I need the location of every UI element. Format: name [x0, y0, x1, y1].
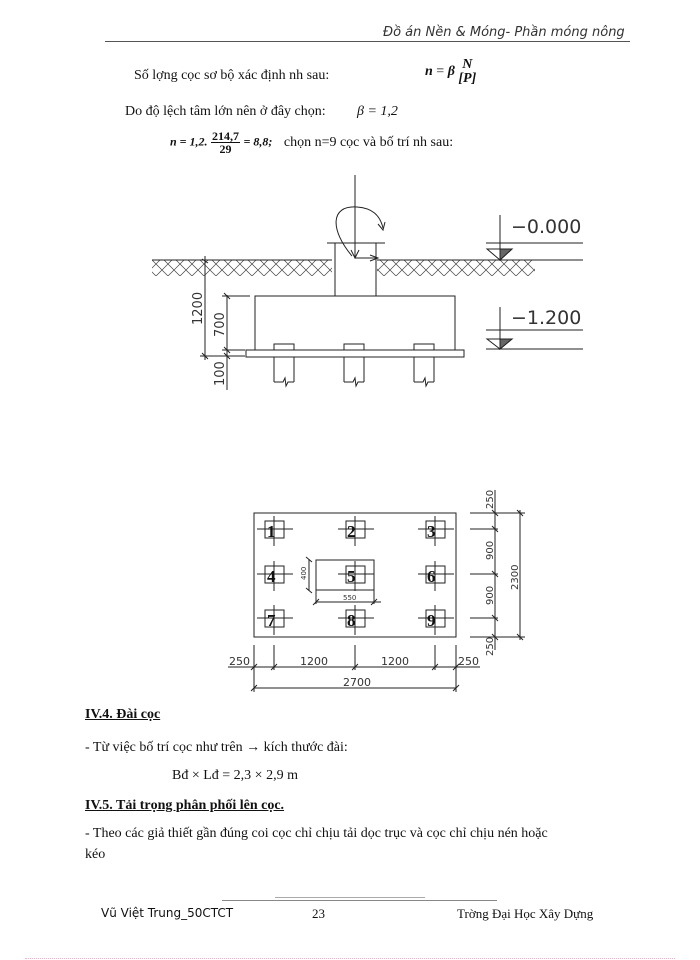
- dim-cap-height: 700: [213, 312, 228, 337]
- calc-numerator: 214,7: [212, 129, 240, 143]
- formula-denominator: [P]: [458, 71, 477, 86]
- svg-text:8: 8: [347, 611, 356, 630]
- pile-cap: [255, 296, 455, 350]
- calc-prefix: n = 1,2.: [170, 134, 208, 149]
- foundation-section-drawing: [140, 165, 600, 395]
- footer-rule-outer: [222, 900, 497, 901]
- formula-beta: β: [447, 64, 455, 80]
- calc-fraction: [211, 130, 240, 155]
- calc-text: chọn n=9 cọc và bố trí nh sau:: [283, 134, 454, 150]
- pile-cap-dimensions: Bđ × Lđ = 2,3 × 2,9 m: [172, 768, 298, 783]
- footer-author: Vũ Việt Trung_50CTCT: [101, 906, 234, 920]
- level-top-label: −0.000: [511, 216, 582, 238]
- bottom-dim-4: 250: [458, 655, 479, 668]
- pile-1: [257, 516, 293, 546]
- lean-concrete-layer: [246, 350, 464, 357]
- intro-line-2: Do độ lệch tâm lớn nên ở đây chọn:: [125, 104, 326, 119]
- svg-text:2: 2: [347, 522, 356, 541]
- right-dim-1: 250: [485, 489, 496, 509]
- page-header-title: Đồ án Nền & Móng- Phần móng nông: [383, 25, 625, 40]
- formula-fraction: [458, 58, 476, 86]
- pile-3: [418, 516, 454, 546]
- soil-hatch-right: [377, 260, 535, 276]
- calc-denominator: 29: [219, 142, 232, 156]
- svg-text:3: 3: [427, 522, 436, 541]
- right-dim-4: 250: [485, 636, 496, 656]
- right-dim-total: 2300: [510, 564, 521, 590]
- soil-hatch-left: [152, 260, 332, 276]
- formula-n: n: [425, 64, 433, 80]
- footer-school: Trờng Đại Học Xây Dựng: [457, 906, 594, 921]
- dim-bottom: 100: [213, 361, 228, 386]
- section-iv4-heading: IV.4. Đài cọc: [85, 707, 161, 722]
- formula-equals: =: [436, 64, 445, 80]
- column-dim-w: 550: [343, 594, 357, 602]
- svg-text:7: 7: [267, 611, 276, 630]
- dim-total-depth: 1200: [191, 291, 206, 325]
- calc-result: = 8,8;: [243, 134, 273, 149]
- section-iv5-line-1: - Theo các giả thiết gần đúng coi cọc chỉ chịu tải dọc trục và cọc chỉ chịu nén hoặc: [85, 826, 548, 841]
- right-dim-3: 900: [485, 585, 496, 605]
- footer-page-number: 23: [312, 906, 325, 921]
- svg-text:5: 5: [347, 567, 356, 586]
- svg-text:4: 4: [267, 567, 276, 586]
- svg-text:1: 1: [267, 522, 276, 541]
- calc-formula: [170, 130, 453, 155]
- section-iv4-line-1: - Từ việc bố trí cọc như trên → kích thước đài:: [85, 740, 348, 755]
- beta-value: β = 1,2: [357, 104, 398, 119]
- bottom-dim-1: 250: [229, 655, 250, 668]
- pile-4: [257, 561, 293, 591]
- column-dim-h: 400: [300, 566, 308, 580]
- level-bottom-label: −1.200: [511, 307, 582, 329]
- intro-line-1: Số lợng cọc sơ bộ xác định nh sau:: [134, 68, 330, 83]
- pile-9: [418, 605, 454, 635]
- header-rule: [105, 41, 630, 42]
- bottom-dim-2: 1200: [300, 655, 328, 668]
- section-iv5-line-2: kéo: [85, 847, 106, 862]
- pile-count-formula: [425, 58, 476, 86]
- formula-numerator: N: [462, 57, 473, 72]
- svg-text:9: 9: [427, 611, 436, 630]
- section-iv5-heading: IV.5. Tải trọng phân phối lên cọc.: [85, 798, 285, 813]
- pile-2: [338, 516, 374, 546]
- pile-stubs: [274, 357, 434, 386]
- page-boundary: [25, 958, 675, 959]
- footer-rule-inner: [275, 897, 425, 898]
- pile-5: [338, 561, 374, 591]
- pile-6: [418, 561, 454, 591]
- bottom-dim-total: 2700: [343, 676, 371, 689]
- svg-text:6: 6: [427, 567, 436, 586]
- pile-layout-plan-drawing: [220, 485, 540, 695]
- pile-7: [257, 605, 293, 635]
- pile-8: [338, 605, 374, 635]
- bottom-dim-3: 1200: [381, 655, 409, 668]
- right-dim-2: 900: [485, 540, 496, 560]
